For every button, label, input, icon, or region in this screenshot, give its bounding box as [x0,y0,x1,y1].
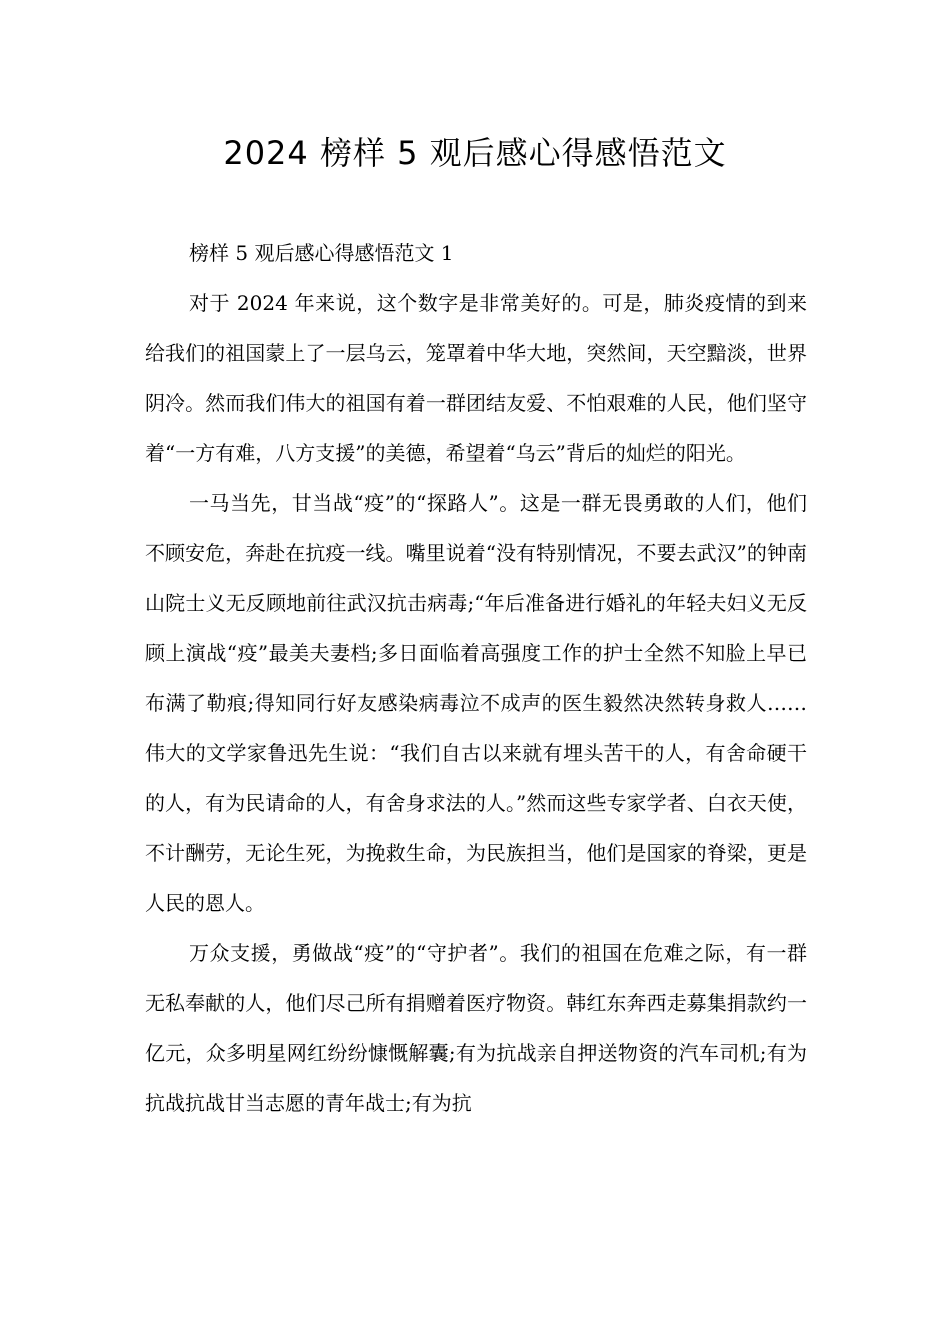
paragraph-3: 万众支援，勇做战“疫”的“守护者”。我们的祖国在危难之际，有一群无私奉献的人，他们尽己所有捐赠着医疗物资。韩红东奔西走募集捐款约一亿元，众多明星网红纷纷慷慨解囊;有为抗战亲自押送物资的汽车司机;有为抗战抗战甘当志愿的青年战士;有为抗 [145,941,807,1115]
document-title: 2024 榜样 5 观后感心得感悟范文 [223,134,727,172]
document-body [145,228,807,1128]
paragraph-1: 对于 2024 年来说，这个数字是非常美好的。可是，肺炎疫情的到来给我们的祖国蒙上了一层乌云，笼罩着中华大地，突然间，天空黯淡，世界阴冷。然而我们伟大的祖国有着一群团结友爱、不怕艰难的人民，他们坚守着“一方有难，八方支援”的美德，希望着“乌云”背后的灿烂的阳光。 [145,291,807,465]
paragraph-2: 一马当先，甘当战“疫”的“探路人”。这是一群无畏勇敢的人们，他们不顾安危，奔赴在抗疫一线。嘴里说着“没有特别情况，不要去武汉”的钟南山院士义无反顾地前往武汉抗击病毒;“年后准备进行婚礼的年轻夫妇义无反顾上演战“疫”最美夫妻档;多日面临着高强度工作的护士全然不知脸上早已布满了勒痕;得知同行好友感染病毒泣不成声的医生毅然决然转身救人……伟大的文学家鲁迅先生说：“我们自古以来就有埋头苦干的人，有舍命硬干的人，有为民请命的人，有舍身求法的人。”然而这些专家学者、白衣天使，不计酬劳，无论生死，为挽救生命，为民族担当，他们是国家的脊梁，更是人民的恩人。 [145,491,807,915]
section-heading: 榜样 5 观后感心得感悟范文 1 [189,241,454,265]
